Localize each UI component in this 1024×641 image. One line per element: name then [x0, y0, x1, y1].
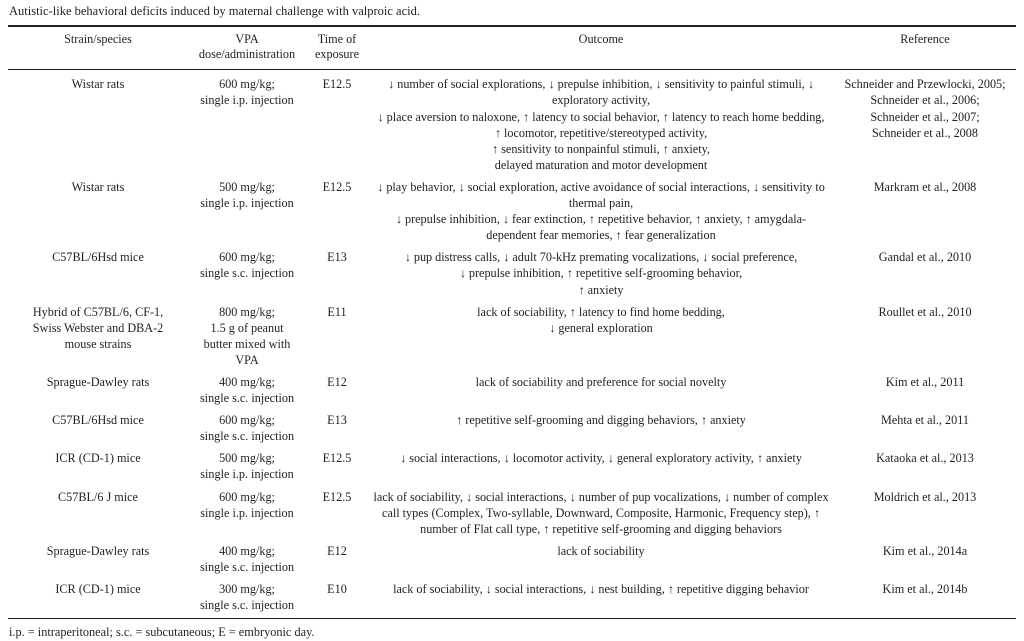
reference-link[interactable]: Roullet et al., 2010 [878, 304, 972, 319]
strain-line: ICR (CD-1) mice [55, 451, 141, 466]
cell-time [306, 301, 368, 371]
outcome-line: lack of sociability and preference for social novelty [475, 374, 727, 389]
cell-strain [8, 371, 188, 409]
cell-dose [188, 70, 306, 176]
cell-strain [8, 70, 188, 176]
cell-outcome [368, 540, 834, 578]
cell-outcome [368, 176, 834, 246]
outcome-line: ↓ prepulse inhibition, ↓ fear extinction, ↑ repetitive behavior, ↑ anxiety, ↑ amygdala-dependent fear memories, ↑ fear generalization [395, 212, 807, 243]
time-line: E12.5 [322, 179, 352, 194]
cell-time [306, 176, 368, 246]
cell-dose [188, 371, 306, 409]
outcome-line: ↑ repetitive self-grooming and digging behaviors, ↑ anxiety [456, 413, 746, 428]
cell-reference[interactable] [834, 371, 1016, 409]
column-header-strain [8, 26, 188, 70]
cell-strain [8, 301, 188, 371]
time-line: E11 [327, 304, 347, 319]
column-header-outcome [368, 26, 834, 70]
cell-reference[interactable] [834, 301, 1016, 371]
column-header-dose-line1: VPA [235, 31, 259, 46]
dose-line: single s.c. injection [199, 429, 295, 444]
strain-line: C57BL/6 J mice [58, 489, 138, 504]
strain-line: Sprague-Dawley rats [46, 374, 150, 389]
cell-reference[interactable] [834, 70, 1016, 176]
column-header-time [306, 26, 368, 70]
cell-time [306, 246, 368, 300]
reference-link[interactable]: Kim et al., 2014a [882, 543, 968, 558]
dose-line: single i.p. injection [200, 505, 294, 520]
time-line: E12 [327, 374, 347, 389]
dose-line: single s.c. injection [199, 391, 295, 406]
dose-line: single s.c. injection [199, 559, 295, 574]
column-header-outcome-line1: Outcome [578, 31, 624, 46]
column-header-time-line2: exposure [315, 47, 359, 62]
dose-line: 300 mg/kg; [219, 582, 275, 596]
strain-line: Wistar rats [71, 179, 125, 194]
time-line: E12.5 [322, 451, 352, 466]
column-header-dose-line2: dose/administration [198, 47, 296, 62]
cell-strain [8, 578, 188, 619]
cell-strain [8, 447, 188, 485]
strain-line: mouse strains [64, 336, 132, 351]
table-row [8, 540, 1016, 578]
table-row [8, 578, 1016, 619]
time-line: E12.5 [322, 77, 352, 92]
cell-time [306, 409, 368, 447]
reference-link[interactable]: Gandal et al., 2010 [878, 250, 972, 265]
outcome-line: lack of sociability, ↓ social interactions, ↓ number of pup vocalizations, ↓ number of complex call types (Complex, Two-syllable, Downward, Composite, Harmonic, Frequency step), ↑ number of Flat call type, ↑ repetitive self-grooming and digging behaviors [373, 489, 829, 536]
reference-link[interactable]: Schneider et al., 2007; [870, 109, 980, 124]
strain-line: Sprague-Dawley rats [46, 543, 150, 558]
dose-line: single i.p. injection [200, 93, 294, 108]
table-header-row [8, 26, 1016, 70]
dose-line: 600 mg/kg; [219, 413, 275, 428]
reference-link[interactable]: Mehta et al., 2011 [881, 413, 969, 428]
cell-dose [188, 409, 306, 447]
reference-link[interactable]: Moldrich et al., 2013 [873, 489, 977, 504]
dose-line: single i.p. injection [200, 467, 294, 482]
column-header-dose [188, 26, 306, 70]
outcome-line: lack of sociability [557, 543, 645, 558]
outcome-line: ↓ social interactions, ↓ locomotor activity, ↓ general exploratory activity, ↑ anxiety [400, 451, 802, 466]
cell-dose [188, 540, 306, 578]
vpa-behavioral-deficits-table [8, 25, 1016, 619]
cell-reference[interactable] [834, 176, 1016, 246]
outcome-line: ↓ general exploration [549, 320, 653, 335]
column-header-time-line1: Time of [317, 31, 357, 46]
time-line: E12.5 [322, 489, 352, 504]
strain-line: Wistar rats [71, 77, 125, 92]
cell-time [306, 447, 368, 485]
cell-strain [8, 176, 188, 246]
dose-line: 500 mg/kg; [219, 179, 275, 194]
table-row [8, 409, 1016, 447]
cell-outcome [368, 301, 834, 371]
cell-dose [188, 301, 306, 371]
cell-strain [8, 540, 188, 578]
dose-line: 1.5 g of peanut [210, 320, 284, 335]
cell-outcome [368, 578, 834, 619]
cell-reference[interactable] [834, 578, 1016, 619]
dose-line: 800 mg/kg; [219, 304, 275, 319]
cell-outcome [368, 447, 834, 485]
time-line: E10 [327, 582, 347, 596]
outcome-line: lack of sociability, ↑ latency to find home bedding, [477, 304, 725, 319]
table-caption: Autistic-like behavioral deficits induced by maternal challenge with valproic acid. [9, 4, 420, 18]
cell-reference[interactable] [834, 486, 1016, 540]
reference-link[interactable]: Schneider and Przewlocki, 2005; [844, 77, 1006, 92]
cell-outcome [368, 409, 834, 447]
outcome-line: ↓ number of social explorations, ↓ prepulse inhibition, ↓ sensitivity to painful stimuli, ↓ exploratory activity, [388, 77, 814, 108]
cell-time [306, 371, 368, 409]
outcome-line: ↑ sensitivity to nonpainful stimuli, ↑ anxiety, [492, 141, 710, 156]
dose-line: 600 mg/kg; [219, 489, 275, 504]
cell-dose [188, 176, 306, 246]
cell-strain [8, 409, 188, 447]
time-line: E13 [327, 413, 347, 428]
dose-line: 400 mg/kg; [219, 374, 275, 389]
strain-line: Hybrid of C57BL/6, CF-1, [32, 304, 164, 319]
outcome-line: ↑ locomotor, repetitive/stereotyped activity, [494, 125, 708, 140]
cell-outcome [368, 371, 834, 409]
dose-line: VPA [235, 352, 259, 367]
table-row [8, 486, 1016, 540]
strain-line: Swiss Webster and DBA-2 [32, 320, 164, 335]
table-row [8, 447, 1016, 485]
table-body [8, 70, 1016, 619]
cell-outcome [368, 246, 834, 300]
cell-reference[interactable] [834, 447, 1016, 485]
strain-line: ICR (CD-1) mice [55, 582, 141, 596]
column-header-reference-line1: Reference [900, 31, 950, 46]
cell-reference[interactable] [834, 246, 1016, 300]
reference-link[interactable]: Kim et al., 2011 [885, 374, 965, 389]
time-line: E12 [327, 543, 347, 558]
table-row [8, 301, 1016, 371]
strain-line: C57BL/6Hsd mice [52, 250, 144, 265]
cell-dose [188, 447, 306, 485]
reference-link[interactable]: Kataoka et al., 2013 [876, 451, 974, 466]
table-row [8, 371, 1016, 409]
cell-dose [188, 578, 306, 619]
dose-line: 600 mg/kg; [219, 77, 275, 92]
reference-link[interactable]: Schneider et al., 2008 [872, 125, 978, 140]
table-row [8, 70, 1016, 176]
cell-reference[interactable] [834, 409, 1016, 447]
table-row [8, 176, 1016, 246]
outcome-line: lack of sociability, ↓ social interactions, ↓ nest building, ↑ repetitive digging behavior [393, 582, 809, 596]
dose-line: butter mixed with [203, 336, 291, 351]
cell-strain [8, 486, 188, 540]
cell-strain [8, 246, 188, 300]
cell-time [306, 578, 368, 619]
reference-link[interactable]: Kim et al., 2014b [882, 582, 968, 596]
outcome-line: ↓ place aversion to naloxone, ↑ latency to social behavior, ↑ latency to reach home bedding, [377, 109, 825, 124]
strain-line: C57BL/6Hsd mice [52, 413, 144, 428]
reference-link[interactable]: Schneider et al., 2006; [870, 93, 980, 108]
table-row [8, 246, 1016, 300]
outcome-line: ↑ anxiety [578, 282, 624, 297]
column-header-strain-line1: Strain/species [64, 31, 132, 46]
reference-link[interactable]: Markram et al., 2008 [873, 179, 977, 194]
time-line: E13 [327, 250, 347, 265]
cell-outcome [368, 70, 834, 176]
cell-time [306, 486, 368, 540]
outcome-line: ↓ pup distress calls, ↓ adult 70-kHz premating vocalizations, ↓ social preference, [404, 250, 798, 265]
dose-line: single s.c. injection [199, 598, 295, 613]
dose-line: 400 mg/kg; [219, 543, 275, 558]
cell-time [306, 70, 368, 176]
cell-dose [188, 246, 306, 300]
outcome-line: ↓ prepulse inhibition, ↑ repetitive self-grooming behavior, [459, 266, 743, 281]
table-footnote: i.p. = intraperitoneal; s.c. = subcutaneous; E = embryonic day. [9, 625, 315, 640]
outcome-line: delayed maturation and motor development [494, 157, 708, 172]
cell-reference[interactable] [834, 540, 1016, 578]
cell-outcome [368, 486, 834, 540]
table-header [8, 26, 1016, 70]
cell-dose [188, 486, 306, 540]
dose-line: 500 mg/kg; [219, 451, 275, 466]
outcome-line: ↓ play behavior, ↓ social exploration, active avoidance of social interactions, ↓ sensitivity to thermal pain, [377, 179, 825, 211]
dose-line: single i.p. injection [200, 196, 294, 211]
dose-line: 600 mg/kg; [219, 250, 275, 265]
cell-time [306, 540, 368, 578]
column-header-reference [834, 26, 1016, 70]
dose-line: single s.c. injection [199, 266, 295, 281]
